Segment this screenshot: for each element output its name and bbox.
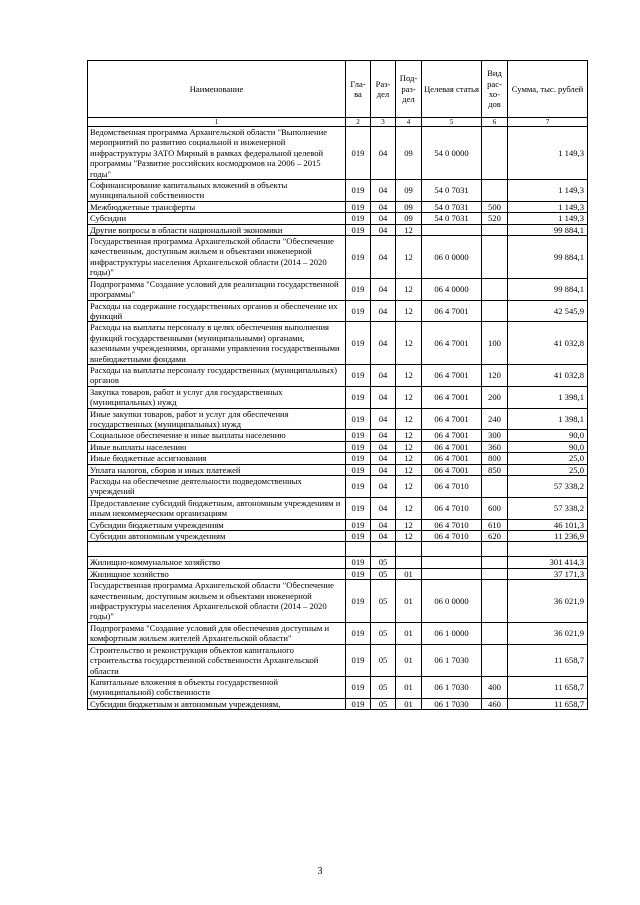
row-glava: 019 [346,224,371,235]
row-glava: 019 [346,580,371,623]
page-number: 3 [317,866,323,877]
row-name: Жилищное хозяйство [88,568,346,579]
row-razdel: 04 [371,201,396,212]
table-row [88,300,588,322]
row-vid: 520 [482,213,508,224]
row-podrazdel: 12 [396,453,422,464]
row-glava: 019 [346,386,371,408]
row-vid: 400 [482,676,508,698]
row-sum: 57 338,2 [508,497,588,519]
row-article: 54 0 0000 [422,127,482,180]
header-article: Целевая статья [422,61,482,118]
row-razdel: 05 [371,580,396,623]
row-podrazdel: 01 [396,676,422,698]
row-sum: 36 021,9 [508,622,588,644]
table-row [88,322,588,365]
row-sum: 99 884,1 [508,278,588,300]
row-glava: 019 [346,300,371,322]
table-row [88,408,588,430]
table-row [88,476,588,498]
row-razdel: 04 [371,322,396,365]
row-vid: 360 [482,441,508,452]
row-razdel: 04 [371,453,396,464]
row-sum: 11 658,7 [508,698,588,709]
table-body [88,127,588,710]
row-vid [482,580,508,623]
row-article: 06 4 7010 [422,497,482,519]
row-sum: 1 398,1 [508,408,588,430]
row-podrazdel [396,557,422,568]
row-glava: 019 [346,364,371,386]
table-row [88,622,588,644]
table-row [88,557,588,568]
row-razdel: 04 [371,127,396,180]
row-article: 06 4 7001 [422,430,482,441]
table-row [88,127,588,180]
row-name: Расходы на содержание государственных органов и обеспечение их функций [88,300,346,322]
row-name: Подпрограмма "Создание условий для реализации государственной программы" [88,278,346,300]
row-glava: 019 [346,698,371,709]
row-name: Субсидии автономным учреждениям [88,531,346,542]
row-podrazdel: 12 [396,278,422,300]
row-name: Расходы на выплаты персоналу в целях обеспечения выполнения функций государственными (муниципальными) органами, казенными учреждениями, органами управления государственными внебюджетными фондами [88,322,346,365]
row-podrazdel [396,542,422,557]
row-vid: 240 [482,408,508,430]
row-razdel: 04 [371,386,396,408]
row-glava: 019 [346,476,371,498]
row-podrazdel: 12 [396,322,422,365]
row-sum [508,542,588,557]
table-row [88,453,588,464]
row-sum: 42 545,9 [508,300,588,322]
row-sum: 11 658,7 [508,676,588,698]
row-article: 06 1 7030 [422,644,482,676]
row-glava: 019 [346,622,371,644]
row-razdel: 04 [371,476,396,498]
row-glava: 019 [346,519,371,530]
row-razdel: 04 [371,519,396,530]
row-glava: 019 [346,497,371,519]
row-razdel: 04 [371,300,396,322]
row-podrazdel: 12 [396,408,422,430]
row-podrazdel: 12 [396,300,422,322]
row-vid [482,224,508,235]
row-razdel: 05 [371,622,396,644]
row-podrazdel: 09 [396,127,422,180]
row-vid: 460 [482,698,508,709]
row-vid [482,300,508,322]
row-sum: 46 101,3 [508,519,588,530]
row-vid: 300 [482,430,508,441]
row-glava: 019 [346,464,371,475]
row-razdel: 04 [371,497,396,519]
row-sum: 1 149,3 [508,213,588,224]
row-sum: 1 149,3 [508,201,588,212]
row-article: 06 4 7001 [422,441,482,452]
row-glava: 019 [346,441,371,452]
row-name: Иные бюджетные ассигнования [88,453,346,464]
row-podrazdel: 01 [396,568,422,579]
row-sum: 1 398,1 [508,386,588,408]
row-vid: 610 [482,519,508,530]
row-name: Субсидии бюджетным учреждениям [88,519,346,530]
table-row [88,386,588,408]
row-vid: 800 [482,453,508,464]
row-article: 06 4 7010 [422,531,482,542]
row-razdel: 04 [371,180,396,202]
row-name: Ведомственная программа Архангельской области "Выполнение мероприятий по развитию социальной и инженерной инфраструктуры ЗАТО Мирный в рамках федеральной целевой программы "Развитие российских космодромов на 2006 – 2015 годы" [88,127,346,180]
table-header-row [88,61,588,118]
table-row [88,497,588,519]
row-article: 06 4 7001 [422,300,482,322]
row-glava: 019 [346,430,371,441]
row-vid: 500 [482,201,508,212]
table-row [88,430,588,441]
row-vid [482,278,508,300]
header-glava: Гла-ва [346,61,371,118]
row-razdel: 04 [371,364,396,386]
row-sum: 99 884,1 [508,224,588,235]
row-vid [482,568,508,579]
row-name: Социальное обеспечение и иные выплаты населению [88,430,346,441]
table-row [88,542,588,557]
row-podrazdel: 12 [396,497,422,519]
row-vid: 620 [482,531,508,542]
row-sum: 90,0 [508,441,588,452]
row-podrazdel: 12 [396,236,422,279]
row-sum: 99 884,1 [508,236,588,279]
header-sum: Сумма, тыс. рублей [508,61,588,118]
table-row [88,464,588,475]
row-article: 06 0 0000 [422,580,482,623]
row-name: Жилищно-коммунальное хозяйство [88,557,346,568]
row-vid [482,180,508,202]
row-razdel: 05 [371,698,396,709]
row-article: 06 4 7001 [422,453,482,464]
row-razdel: 04 [371,236,396,279]
row-razdel: 04 [371,430,396,441]
row-article: 54 0 7031 [422,213,482,224]
row-article: 06 4 7001 [422,408,482,430]
row-podrazdel: 12 [396,386,422,408]
row-sum: 25,0 [508,453,588,464]
row-podrazdel: 12 [396,441,422,452]
row-razdel: 05 [371,568,396,579]
row-razdel: 04 [371,224,396,235]
row-vid [482,236,508,279]
row-glava: 019 [346,278,371,300]
row-name: Другие вопросы в области национальной экономики [88,224,346,235]
row-sum: 1 149,3 [508,180,588,202]
table-row [88,580,588,623]
row-podrazdel: 09 [396,213,422,224]
row-glava [346,542,371,557]
row-glava: 019 [346,531,371,542]
row-sum: 41 032,8 [508,364,588,386]
row-podrazdel: 12 [396,224,422,235]
row-podrazdel: 12 [396,430,422,441]
row-sum: 11 658,7 [508,644,588,676]
table-row [88,519,588,530]
row-podrazdel: 01 [396,622,422,644]
row-article: 06 4 7001 [422,322,482,365]
table-row [88,644,588,676]
row-sum: 37 171,3 [508,568,588,579]
row-glava: 019 [346,568,371,579]
row-vid [482,476,508,498]
row-glava: 019 [346,201,371,212]
row-article: 06 1 7030 [422,698,482,709]
row-glava: 019 [346,127,371,180]
row-vid: 850 [482,464,508,475]
table-row [88,568,588,579]
row-glava: 019 [346,408,371,430]
row-article: 06 1 0000 [422,622,482,644]
table-row [88,224,588,235]
row-podrazdel: 09 [396,180,422,202]
column-number: 6 [482,118,508,127]
row-name: Иные выплаты населению [88,441,346,452]
row-article: 06 4 7010 [422,519,482,530]
row-article [422,557,482,568]
header-razdel: Раз-дел [371,61,396,118]
column-number: 4 [396,118,422,127]
row-razdel: 04 [371,278,396,300]
row-name: Государственная программа Архангельской области "Обеспечение качественным, доступным жильем и объектами инженерной инфраструктуры населения Архангельской области (2014 – 2020 годы)" [88,236,346,279]
column-number: 1 [88,118,346,127]
budget-table [87,60,588,710]
column-number: 5 [422,118,482,127]
row-razdel: 04 [371,213,396,224]
row-razdel: 04 [371,408,396,430]
row-name: Субсидии бюджетным и автономным учреждениям, [88,698,346,709]
row-razdel: 04 [371,441,396,452]
row-name: Иные закупки товаров, работ и услуг для обеспечения государственных (муниципальных) нужд [88,408,346,430]
row-sum: 301 414,3 [508,557,588,568]
row-razdel: 04 [371,464,396,475]
row-name: Подпрограмма "Создание условий для обеспечения доступным и комфортным жильем жителей Архангельской области" [88,622,346,644]
table-row [88,364,588,386]
row-vid [482,542,508,557]
row-podrazdel: 01 [396,580,422,623]
column-numbers-row [88,118,588,127]
row-name: Уплата налогов, сборов и иных платежей [88,464,346,475]
row-glava: 019 [346,453,371,464]
table-row [88,180,588,202]
row-sum: 90,0 [508,430,588,441]
row-podrazdel: 12 [396,476,422,498]
row-sum: 11 236,9 [508,531,588,542]
row-podrazdel: 12 [396,364,422,386]
row-name: Государственная программа Архангельской области "Обеспечение качественным, доступным жильем и объектами инженерной инфраструктуры населения Архангельской области (2014 – 2020 годы)" [88,580,346,623]
row-sum: 36 021,9 [508,580,588,623]
row-article: 54 0 7031 [422,201,482,212]
row-razdel [371,542,396,557]
row-glava: 019 [346,236,371,279]
header-name: Наименование [88,61,346,118]
row-vid [482,644,508,676]
row-podrazdel: 01 [396,698,422,709]
header-vid: Вид рас-хо-дов [482,61,508,118]
row-article: 54 0 7031 [422,180,482,202]
row-podrazdel: 12 [396,531,422,542]
row-article: 06 4 0000 [422,278,482,300]
row-name: Субсидии [88,213,346,224]
row-vid [482,557,508,568]
row-vid: 600 [482,497,508,519]
row-vid [482,622,508,644]
row-article [422,542,482,557]
row-name: Предоставление субсидий бюджетным, автономным учреждениям и иным некоммерческим организациям [88,497,346,519]
row-name: Капитальные вложения в объекты государственной (муниципальной) собственности [88,676,346,698]
row-sum: 1 149,3 [508,127,588,180]
column-number: 7 [508,118,588,127]
column-number: 3 [371,118,396,127]
table-row [88,236,588,279]
row-article [422,224,482,235]
row-podrazdel: 12 [396,519,422,530]
row-article [422,568,482,579]
column-number: 2 [346,118,371,127]
row-name: Расходы на обеспечение деятельности подведомственных учреждений [88,476,346,498]
row-razdel: 05 [371,644,396,676]
row-sum: 25,0 [508,464,588,475]
row-name: Строительство и реконструкция объектов капитального строительства государственной собственности Архангельской области [88,644,346,676]
row-vid [482,127,508,180]
header-podrazdel: Под-раз-дел [396,61,422,118]
row-razdel: 05 [371,676,396,698]
row-article: 06 4 7010 [422,476,482,498]
row-article: 06 4 7001 [422,464,482,475]
row-vid: 120 [482,364,508,386]
row-vid: 100 [482,322,508,365]
row-podrazdel: 09 [396,201,422,212]
table-row [88,201,588,212]
row-article: 06 4 7001 [422,386,482,408]
row-sum: 41 032,8 [508,322,588,365]
row-glava: 019 [346,676,371,698]
row-article: 06 1 7030 [422,676,482,698]
row-name: Софинансирование капитальных вложений в объекты муниципальной собственности [88,180,346,202]
row-podrazdel: 12 [396,464,422,475]
row-name [88,542,346,557]
table-row [88,213,588,224]
table-row [88,441,588,452]
row-name: Расходы на выплаты персоналу государственных (муниципальных) органов [88,364,346,386]
table-row [88,278,588,300]
row-article: 06 0 0000 [422,236,482,279]
row-glava: 019 [346,180,371,202]
row-name: Закупка товаров, работ и услуг для государственных (муниципальных) нужд [88,386,346,408]
table-row [88,531,588,542]
budget-table-container [87,60,587,710]
table-row [88,676,588,698]
row-glava: 019 [346,322,371,365]
row-podrazdel: 01 [396,644,422,676]
row-glava: 019 [346,557,371,568]
table-row [88,698,588,709]
row-glava: 019 [346,644,371,676]
row-name: Межбюджетные трансферты [88,201,346,212]
row-glava: 019 [346,213,371,224]
row-sum: 57 338,2 [508,476,588,498]
row-razdel: 05 [371,557,396,568]
row-vid: 200 [482,386,508,408]
row-razdel: 04 [371,531,396,542]
row-article: 06 4 7001 [422,364,482,386]
